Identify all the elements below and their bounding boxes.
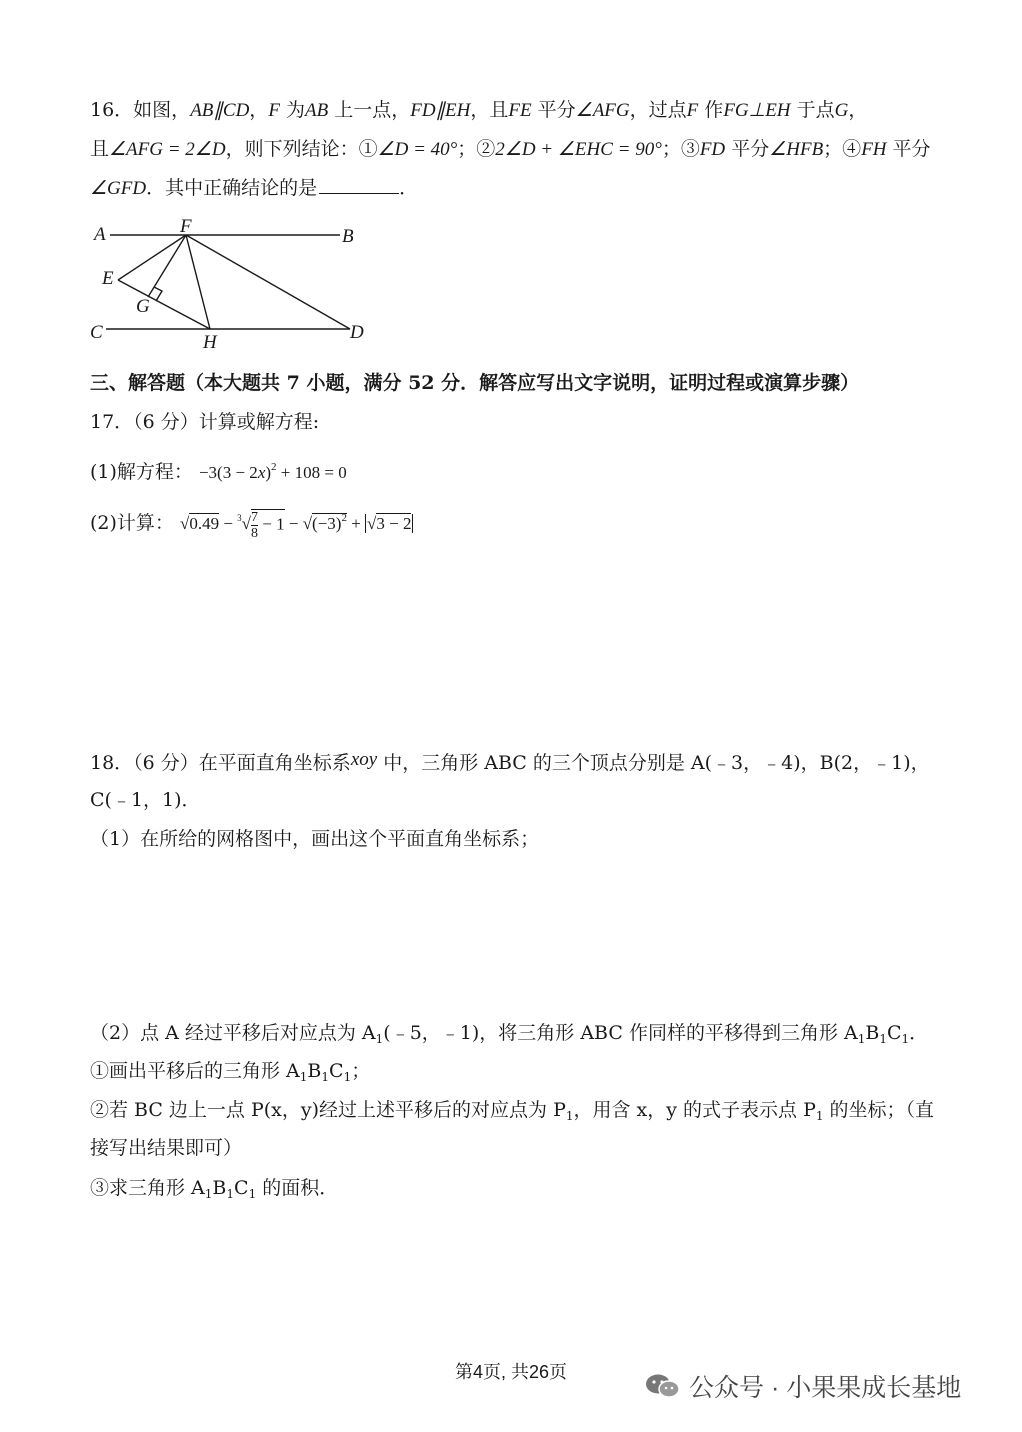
right-angle-mark (154, 287, 162, 301)
label-d: D (350, 322, 364, 343)
fraction-7-8: $\frac{7}{8}$ (251, 509, 258, 541)
q17-heading: 17．（6 分）计算或解方程: (90, 411, 320, 433)
label-g: G (136, 296, 150, 317)
q18-step1: ①画出平移后的三角形 $A_1B_1C_1$； (90, 1060, 371, 1084)
label-h: H (203, 332, 217, 352)
watermark: 公众号 · 小果果成长基地 (645, 1368, 961, 1404)
q17-part2: (2)计算： √0.49 − $^3$√ $\frac{7}{8}$ − $1 - √(-3)^2 + √3 - 2$ (90, 509, 412, 541)
expression-2: √0.49 − $^3$√ $\frac{7}{8}$ − $1 - √(-3)^2 + √3 - 2$ (179, 509, 412, 541)
q18-part1: （1）在所给的网格图中，画出这个平面直角坐标系； (90, 828, 540, 850)
cbrt-radicand: $\frac{7}{8}$ − 1 (251, 509, 285, 541)
q18-step2: ②若 BC 边上一点 P(x，y)经过上述平移后的对应点为 $P_1$，用含 x，y 的式子表示点 $P_1$ 的坐标；（直 (90, 1099, 935, 1123)
q18-step2-cont: 接写出结果即可） (90, 1137, 243, 1159)
segment-eh (118, 280, 210, 329)
segment-fd (186, 235, 350, 329)
geometry-figure (88, 212, 378, 352)
q16-line1: 16．如图，AB∥CD，F 为AB 上一点，FD∥EH，且FE 平分∠AFG，过点F 作FG⊥EH 于点G， (90, 99, 868, 121)
q16-line3: ∠GFD．其中正确结论的是 ． (90, 177, 419, 199)
sqrt-3: $(-3)^2$ (312, 512, 347, 533)
label-a: A (94, 224, 106, 245)
section-3-heading: 三、解答题（本大题共 7 小题，满分 52 分．解答应写出文字说明，证明过程或演算步骤） (90, 372, 860, 394)
label-f: F (180, 216, 192, 237)
answer-blank (319, 175, 399, 194)
label-b: B (342, 226, 354, 247)
segment-fe (118, 235, 186, 280)
sqrt-1: √0.49 (179, 514, 220, 533)
segment-fg (148, 235, 186, 297)
q18-step3: ③求三角形 $A_1B_1C_1$ 的面积． (90, 1177, 339, 1201)
q17-part1: (1)解方程： $-3(3 - 2x)^2 + 108 = 0$ (90, 461, 347, 483)
page-footer: 第4页, 共26页 (454, 1362, 568, 1382)
label-c: C (90, 322, 103, 343)
q16-line2: 且∠AFG = 2∠D，则下列结论：①∠D = 40°；②2∠D + ∠EHC = 90°；③FD 平分∠HFB；④FH 平分 (90, 138, 931, 160)
wechat-icon (645, 1373, 681, 1399)
segment-fh (186, 235, 210, 329)
q18-part2: （2）点 A 经过平移后对应点为 $A_1(﹣5$，﹣1)，将三角形 ABC 作同样的平移得到三角形 $A_1B_1C_1$． (90, 1022, 929, 1046)
q18-line2: C(﹣1，1)． (90, 789, 201, 811)
q18-line1: 18．（6 分）在平面直角坐标系xoy 中，三角形 ABC 的三个顶点分别是 A(﹣3，﹣4)，B(2，﹣1)， (90, 749, 930, 774)
abs-value: √3 − 2 (367, 514, 412, 533)
equation-1: $-3(3 - 2x)^2 + 108 = 0$ (198, 461, 347, 482)
label-e: E (102, 268, 114, 289)
